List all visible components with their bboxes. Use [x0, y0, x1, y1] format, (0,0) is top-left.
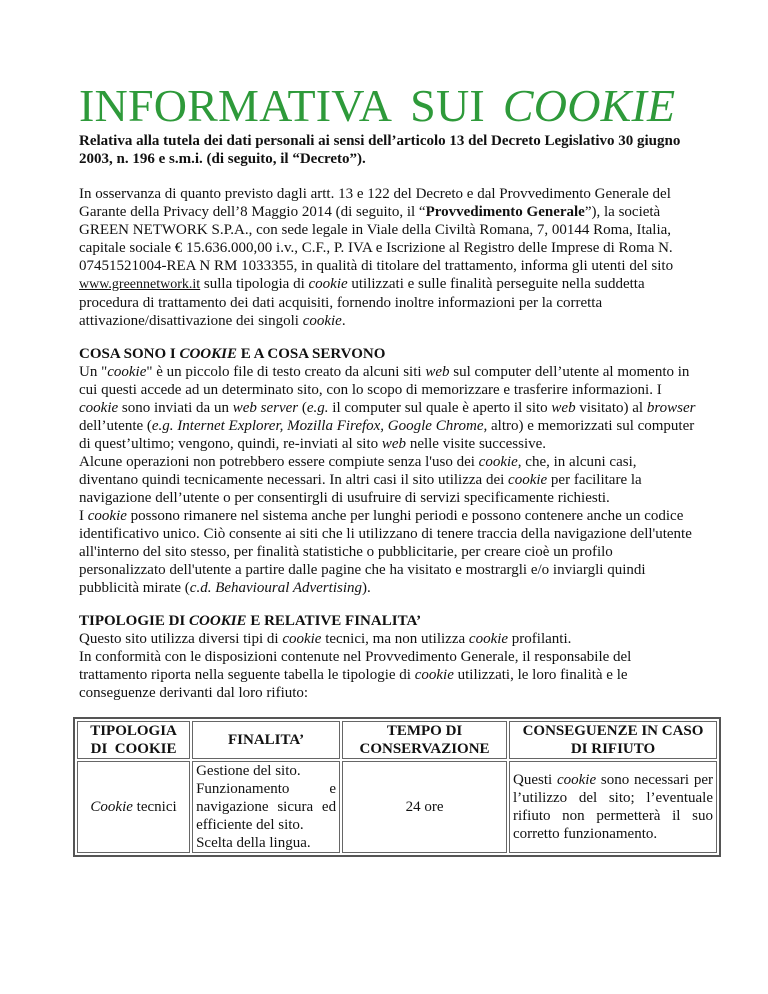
page-title: INFORMATIVA SUI COOKIE: [79, 80, 676, 131]
cell-purpose: Gestione del sito. Funzionamento e navigazione sicura ed efficiente del sito. Scelta della lingua.: [192, 761, 340, 853]
header-cookie-type: TIPOLOGIA DI COOKIE: [77, 721, 190, 759]
section1-paragraph-1: Un "cookie" è un piccolo file di testo creato da alcuni siti web sul computer dell’utente al momento in cui questi accede ad un determinato sito, con lo scopo di memorizzare e trasferire informazioni. I cookie sono inviati da un web server (e.g. il computer sul quale è aperto il sito web visitato) al browser dell’utente (e.g. Internet Explorer, Mozilla Firefox, Google Chrome, altro) e memorizzati sul computer di quest’ultimo; vengono, quindi, re-inviati al sito web nelle visite successive.: [79, 364, 696, 452]
section2-paragraph-1: Questo sito utilizza diversi tipi di cookie tecnici, ma non utilizza cookie profilanti.: [79, 631, 572, 647]
website-link[interactable]: www.greennetwork.it: [79, 277, 201, 292]
table-header-row: [77, 721, 717, 759]
section-heading-cookie-types: TIPOLOGIE DI COOKIE E RELATIVE FINALITA’: [79, 613, 422, 629]
table-row: [77, 761, 717, 853]
section-heading-what-are-cookies: COSA SONO I COOKIE E A COSA SERVONO: [79, 346, 386, 362]
section1-paragraph-2: Alcune operazioni non potrebbero essere compiute senza l'uso dei cookie, che, in alcuni casi, diventano quindi tecnicamente necessari. In altri casi il sito utilizza dei cookie per facilitare la navigazione dell’utente o per consentirgli di usufruire di servizi specificamente richiesti.: [79, 454, 642, 506]
cell-cookie-type: Cookie tecnici: [77, 761, 190, 853]
cell-retention: 24 ore: [342, 761, 507, 853]
section1-paragraph-3: I cookie possono rimanere nel sistema anche per lunghi periodi e possono contenere anche un codice identificativo unico. Ciò consente ai siti che li utilizzano di tenere traccia della navigazione dell'utente all'interno del sito stesso, per finalità statistiche o pubblicitarie, per creare cioè un profilo personalizzato dell'utente a partire dalle pagine che ha visitato e mostrargli e/o inviargli quindi pubblicità mirate (c.d. Behavioural Advertising).: [79, 508, 692, 596]
header-consequences: CONSEGUENZE IN CASO DI RIFIUTO: [509, 721, 717, 759]
cell-consequences: Questi cookie sono necessari per l’utilizzo del sito; l’eventuale rifiuto non permetterà il suo corretto funzionamento.: [509, 761, 717, 853]
header-purpose: FINALITA’: [192, 721, 340, 759]
header-retention: TEMPO DI CONSERVAZIONE: [342, 721, 507, 759]
subtitle: Relativa alla tutela dei dati personali ai sensi dell’articolo 13 del Decreto Legislativo 30 giugno 2003, n. 196 e s.m.i. (di seguito, il “Decreto”).: [79, 133, 681, 167]
document-body: [79, 80, 713, 857]
section2-paragraph-2: In conformità con le disposizioni contenute nel Provvedimento Generale, il responsabile del trattamento riporta nella seguente tabella le tipologie di cookie utilizzati, le loro finalità e le conseguenze derivanti dal loro rifiuto:: [79, 649, 632, 701]
cookie-table: [73, 717, 721, 857]
intro-paragraph: In osservanza di quanto previsto dagli artt. 13 e 122 del Decreto e dal Provvedimento Generale del Garante della Privacy dell’8 Maggio 2014 (di seguito, il “Provvedimento Generale”), la società GREEN NETWORK S.P.A., con sede legale in Viale della Civiltà Romana, 7, 00144 Roma, Italia, capitale sociale € 15.636.000,00 i.v., C.F., P. IVA e Iscrizione al Registro delle Imprese di Roma N. 07451521004-REA N RM 1033355, in qualità di titolare del trattamento, informa gli utenti del sito www.greennetwork.it sulla tipologia di cookie utilizzati e sulle finalità perseguite nella suddetta procedura di trattamento dei dati acquisiti, fornendo inoltre informazioni per la corretta attivazione/disattivazione dei singoli cookie.: [79, 186, 674, 329]
